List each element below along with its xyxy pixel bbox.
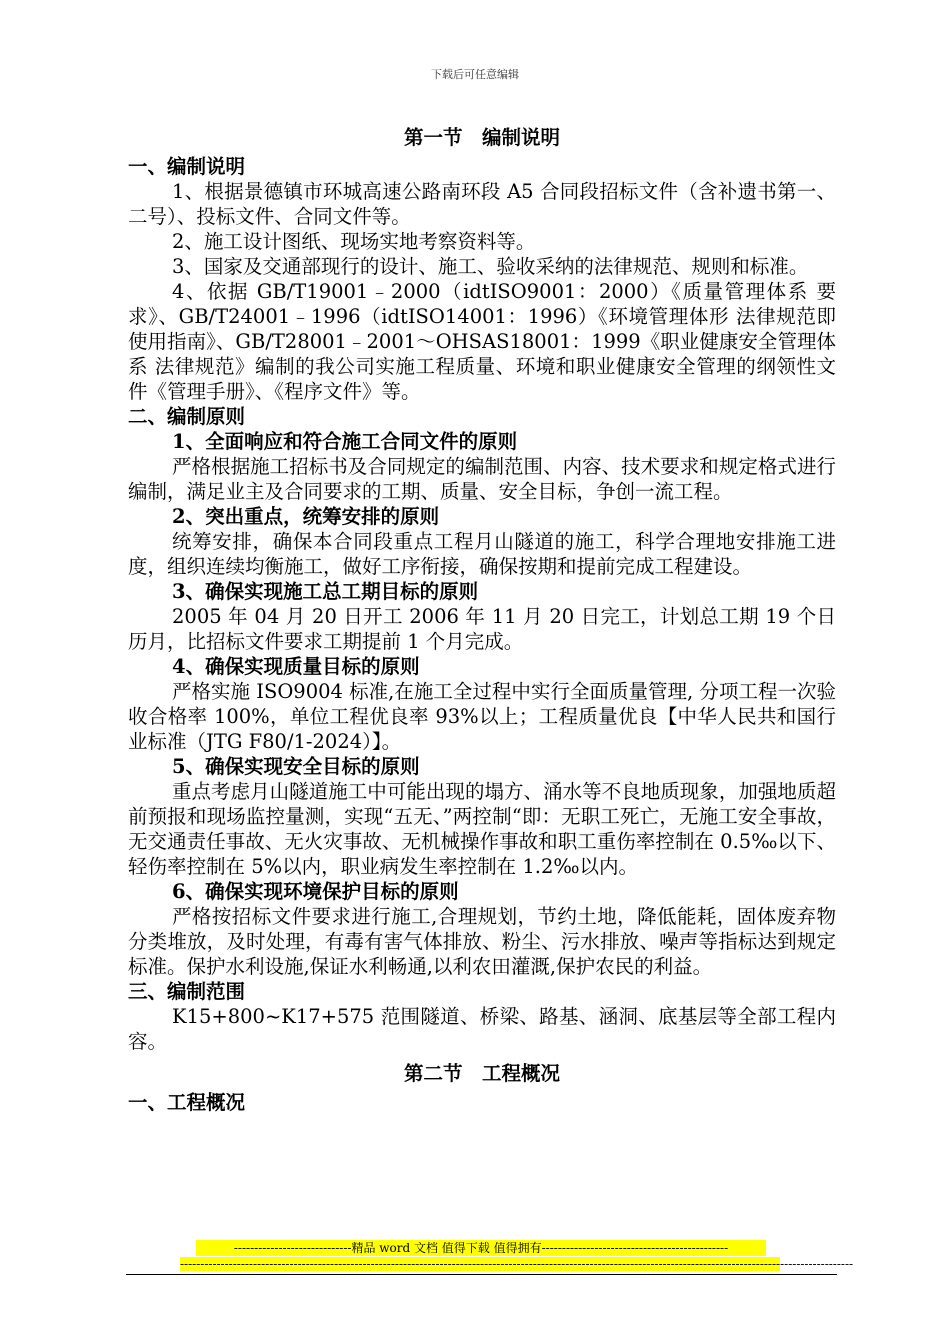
paragraph-principle-2: 统筹安排，确保本合同段重点工程月山隧道的施工，科学合理地安排施工进度，组织连续均衡施工，做好工序衔接，确保按期和提前完成工程建设。: [128, 530, 836, 578]
subheading-principle-6: 6、确保实现环境保护目标的原则: [172, 880, 459, 903]
subheading-principle-5: 5、确保实现安全目标的原则: [172, 755, 420, 778]
paragraph-principle-5: 重点考虑月山隧道施工中可能出现的塌方、涌水等不良地质现象，加强地质超前预报和现场监控量测，实现“五无、”两控制“即：无职工死亡，无施工安全事故，无交通责任事故、无火灾事故、无机械操作事故和职工重伤率控制在 0.5‰以下、轻伤率控制在 5%以内，职业病发生率控制在 1.2‰以内。: [128, 780, 836, 878]
subheading-principle-4: 4、确保实现质量目标的原则: [172, 655, 420, 678]
heading-compile-principles: 二、编制原则: [128, 405, 246, 428]
footer-banner: -----------------------------精品 word 文档 值得下载 值得拥有----------------------------------------------: [196, 1240, 766, 1256]
paragraph-principle-1: 严格根据施工招标书及合同规定的编制范围、内容、技术要求和规定格式进行编制，满足业主及合同要求的工期、质量、安全目标，争创一流工程。: [128, 455, 836, 503]
paragraph-principle-6: 严格按招标文件要求进行施工,合理规划，节约土地，降低能耗，固体废弃物分类堆放，及时处理，有毒有害气体排放、粉尘、污水排放、噪声等指标达到规定标准。保护水利设施,保证水利畅通,以利农田灌溉,保护农民的利益。: [128, 905, 836, 978]
subheading-principle-1: 1、全面响应和符合施工合同文件的原则: [172, 430, 518, 453]
paragraph-principle-3: 2005 年 04 月 20 日开工 2006 年 11 月 20 日完工，计划总工期 19 个日历月，比招标文件要求工期提前 1 个月完成。: [128, 605, 836, 653]
subheading-principle-2: 2、突出重点，统筹安排的原则: [172, 505, 440, 528]
paragraph-basis-1: 1、根据景德镇市环城高速公路南环段 A5 合同段招标文件（含补遗书第一、二号）、投标文件、合同文件等。: [128, 180, 836, 228]
paragraph-basis-2: 2、施工设计图纸、现场实地考察资料等。: [172, 230, 536, 253]
paragraph-basis-3: 3、国家及交通部现行的设计、施工、验收采纳的法律规范、规则和标准。: [172, 255, 809, 278]
footer-rule: [126, 1274, 837, 1275]
document-body: [128, 118, 836, 1115]
footer-dash-line: ----------------------------------------------------------------------------------------------------------------------------------------------------------------------: [180, 1257, 854, 1271]
subheading-principle-3: 3、确保实现施工总工期目标的原则: [172, 580, 479, 603]
heading-compile-scope: 三、编制范围: [128, 980, 246, 1003]
section-title-1: 第一节 编制说明: [403, 126, 560, 149]
paragraph-basis-4: 4、依据 GB/T19001﹣2000（idtISO9001：2000）《质量管理体系 要求》、GB/T24001﹣1996（idtISO14001：1996）《环境管理体形 法律规范即使用指南》、GB/T28001﹣2001～OHSAS18001：1999《职业健康安全管理体系 法律规范》编制的我公司实施工程质量、环境和职业健康安全管理的纲领性文件《管理手册》、《程序文件》等。: [128, 280, 836, 403]
paragraph-principle-4: 严格实施 ISO9004 标准,在施工全过程中实行全面质量管理, 分项工程一次验收合格率 100%，单位工程优良率 93%以上；工程质量优良【中华人民共和国行业标准（JTG F80/1-2024）】。: [128, 680, 836, 753]
header-note: 下载后可任意编辑: [431, 68, 519, 81]
heading-project-overview: 一、工程概况: [128, 1091, 246, 1114]
heading-compile-notes: 一、编制说明: [128, 155, 246, 178]
section-title-2: 第二节 工程概况: [403, 1062, 560, 1085]
paragraph-scope: K15+800~K17+575 范围隧道、桥梁、路基、涵洞、底基层等全部工程内容。: [128, 1005, 836, 1053]
